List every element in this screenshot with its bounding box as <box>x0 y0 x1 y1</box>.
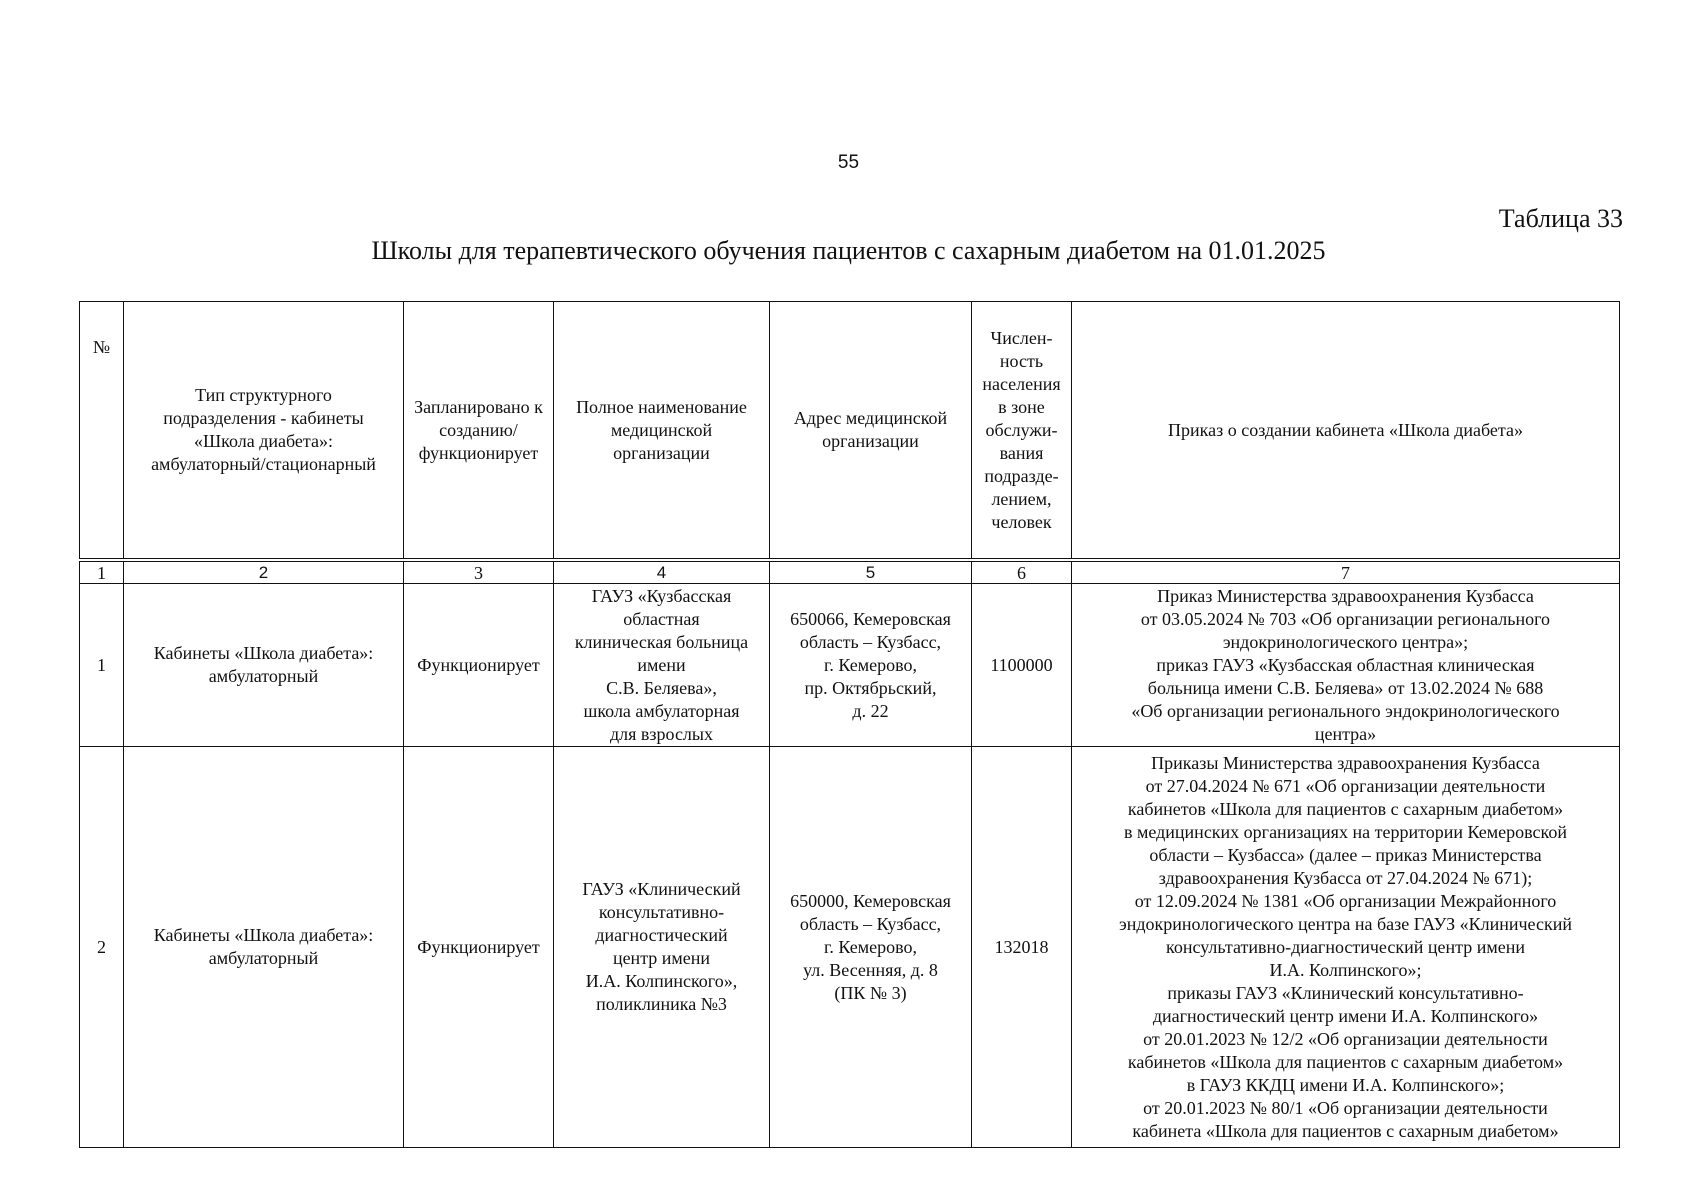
row-number: 1 <box>80 584 124 747</box>
document-title: Школы для терапевтического обучения пациентов с сахарным диабетом на 01.01.2025 <box>371 236 1326 265</box>
table-label: Таблица 33 <box>1498 204 1623 233</box>
unit-type-cell: Кабинеты «Школа диабета»: амбулаторный <box>124 747 404 1148</box>
column-number: 2 <box>124 560 404 584</box>
table-header-row <box>80 302 1620 561</box>
column-number: 6 <box>972 560 1072 584</box>
column-numbering-row <box>80 560 1620 584</box>
header-number: № <box>80 302 124 561</box>
column-number: 7 <box>1072 560 1620 584</box>
row-number: 2 <box>80 747 124 1148</box>
table-row <box>80 747 1620 1148</box>
page-number: 55 <box>837 152 860 173</box>
header-population: Числен- ность населения в зоне обслужи- вания подразде- лением, человек <box>972 302 1072 561</box>
header-status: Запланировано к созданию/ функционирует <box>404 302 554 561</box>
column-number: 3 <box>404 560 554 584</box>
population-cell: 1100000 <box>972 584 1072 747</box>
table-row <box>80 584 1620 747</box>
organization-address-cell: 650000, Кемеровская область – Кузбасс, г. Кемерово, ул. Весенняя, д. 8 (ПК № 3) <box>770 747 972 1148</box>
column-number: 5 <box>770 560 972 584</box>
status-cell: Функционирует <box>404 747 554 1148</box>
unit-type-cell: Кабинеты «Школа диабета»: амбулаторный <box>124 584 404 747</box>
organization-name-cell: ГАУЗ «Клинический консультативно- диагностический центр имени И.А. Колпинского», поликлиника №3 <box>554 747 770 1148</box>
header-unit-type: Тип структурного подразделения - кабинеты «Школа диабета»: амбулаторный/стационарный <box>124 302 404 561</box>
header-order: Приказ о создании кабинета «Школа диабета» <box>1072 302 1620 561</box>
header-organization-name: Полное наименование медицинской организации <box>554 302 770 561</box>
status-cell: Функционирует <box>404 584 554 747</box>
order-cell: Приказы Министерства здравоохранения Кузбасса от 27.04.2024 № 671 «Об организации деятельности кабинетов «Школа для пациентов с сахарным диабетом» в медицинских организациях на территории Кемеровской области – Кузбасса» (далее – приказ Министерства здравоохранения Кузбасса от 27.04.2024 № 671); от 12.09.2024 № 1381 «Об организации Межрайонного эндокринологического центра на базе ГАУЗ «Клинический консультативно-диагностический центр имени И.А. Колпинского»; приказы ГАУЗ «Клинический консультативно- диагностический центр имени И.А. Колпинского» от 20.01.2023 № 12/2 «Об организации деятельности кабинетов «Школа для пациентов с сахарным диабетом» в ГАУЗ ККДЦ имени И.А. Колпинского»; от 20.01.2023 № 80/1 «Об организации деятельности кабинета «Школа для пациентов с сахарным диабетом» <box>1072 747 1620 1148</box>
organization-address-cell: 650066, Кемеровская область – Кузбасс, г. Кемерово, пр. Октябрьский, д. 22 <box>770 584 972 747</box>
column-number: 4 <box>554 560 770 584</box>
diabetes-schools-table <box>79 301 1620 1148</box>
order-cell: Приказ Министерства здравоохранения Кузбасса от 03.05.2024 № 703 «Об организации регионального эндокринологического центра»; приказ ГАУЗ «Кузбасская областная клиническая больница имени С.В. Беляева» от 13.02.2024 № 688 «Об организации регионального эндокринологического центра» <box>1072 584 1620 747</box>
column-number: 1 <box>80 560 124 584</box>
header-organization-address: Адрес медицинской организации <box>770 302 972 561</box>
population-cell: 132018 <box>972 747 1072 1148</box>
organization-name-cell: ГАУЗ «Кузбасская областная клиническая больница имени С.В. Беляева», школа амбулаторная для взрослых <box>554 584 770 747</box>
